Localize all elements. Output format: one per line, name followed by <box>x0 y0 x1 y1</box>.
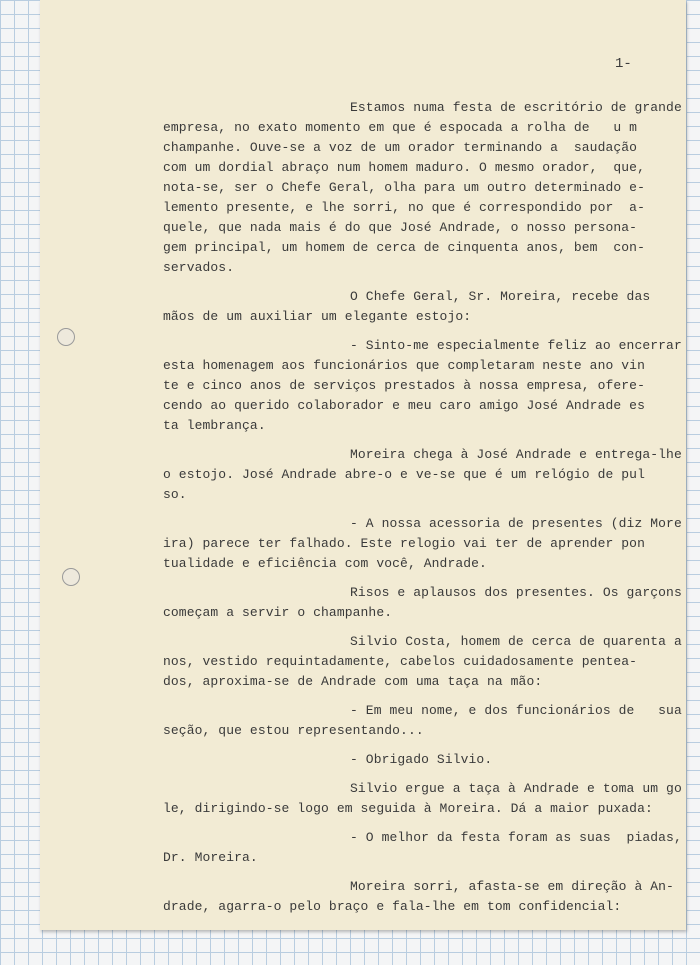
text-line: quele, que nada mais é do que José Andrade, o nosso persona- <box>163 220 638 235</box>
paragraph <box>163 98 682 278</box>
paragraph <box>163 750 663 770</box>
text-line: - Obrigado Silvio. <box>350 752 493 767</box>
page-number: 1- <box>615 56 632 72</box>
text-line: o estojo. José Andrade abre-o e ve-se que é um relógio de pul <box>163 467 645 482</box>
document-body <box>163 98 682 926</box>
text-line: Moreira chega à José Andrade e entrega-lhe <box>350 447 682 462</box>
text-line: lemento presente, e lhe sorri, no que é correspondido por a- <box>163 200 645 215</box>
text-line: Silvio Costa, homem de cerca de quarenta a <box>350 634 682 649</box>
text-line: Estamos numa festa de escritório de grande <box>350 100 682 115</box>
text-line: so. <box>163 487 187 502</box>
text-line: esta homenagem aos funcionários que completaram neste ano vin <box>163 358 645 373</box>
text-line: ira) parece ter falhado. Este relogio vai ter de aprender pon <box>163 536 645 551</box>
text-line: nos, vestido requintadamente, cabelos cuidadosamente pentea- <box>163 654 638 669</box>
text-line: dos, aproxima-se de Andrade com uma taça na mão: <box>163 674 543 689</box>
text-line: Moreira sorri, afasta-se em direção à An- <box>350 879 674 894</box>
text-line: servados. <box>163 260 235 275</box>
text-line: ta lembrança. <box>163 418 266 433</box>
text-line: gem principal, um homem de cerca de cinquenta anos, bem con- <box>163 240 645 255</box>
text-line: drade, agarra-o pelo braço e fala-lhe em tom confidencial: <box>163 899 622 914</box>
text-line: cendo ao querido colaborador e meu caro amigo José Andrade es <box>163 398 645 413</box>
text-line: - Sinto-me especialmente feliz ao encerrar <box>350 338 682 353</box>
text-line: com um dordial abraço num homem maduro. O mesmo orador, que, <box>163 160 645 175</box>
text-line: Silvio ergue a taça à Andrade e toma um go <box>350 781 682 796</box>
paragraph <box>163 287 663 327</box>
text-line: mãos de um auxiliar um elegante estojo: <box>163 309 472 324</box>
text-line: te e cinco anos de serviços prestados à nossa empresa, ofere- <box>163 378 645 393</box>
text-line: - Em meu nome, e dos funcionários de sua <box>350 703 682 718</box>
text-line: O Chefe Geral, Sr. Moreira, recebe das <box>350 289 651 304</box>
text-line: - A nossa acessoria de presentes (diz More <box>350 516 682 531</box>
text-line: empresa, no exato momento em que é espocada a rolha de u m <box>163 120 638 135</box>
text-line: Dr. Moreira. <box>163 850 258 865</box>
paragraph <box>163 583 682 623</box>
paragraph <box>163 445 682 505</box>
text-line: nota-se, ser o Chefe Geral, olha para um outro determinado e- <box>163 180 645 195</box>
paragraph <box>163 514 682 574</box>
paragraph <box>163 701 682 741</box>
paragraph <box>163 779 682 819</box>
punch-hole-top <box>57 328 75 346</box>
text-line: le, dirigindo-se logo em seguida à Moreira. Dá a maior puxada: <box>163 801 653 816</box>
typewritten-page <box>40 0 686 930</box>
punch-hole-bottom <box>62 568 80 586</box>
text-line: champanhe. Ouve-se a voz de um orador terminando a saudação <box>163 140 638 155</box>
text-line: começam a servir o champanhe. <box>163 605 393 620</box>
text-line: seção, que estou representando... <box>163 723 424 738</box>
text-line: Risos e aplausos dos presentes. Os garçons <box>350 585 682 600</box>
paragraph <box>163 632 682 692</box>
paragraph <box>163 336 682 436</box>
text-line: tualidade e eficiência com você, Andrade. <box>163 556 487 571</box>
paragraph <box>163 828 682 868</box>
paragraph <box>163 877 674 917</box>
text-line: - O melhor da festa foram as suas piadas, <box>350 830 682 845</box>
